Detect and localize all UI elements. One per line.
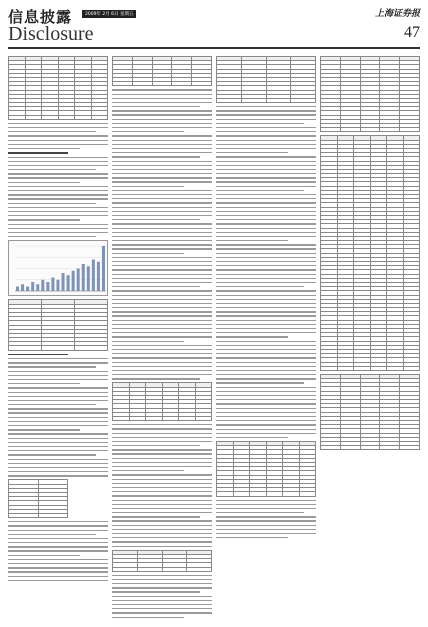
performance-table: [112, 382, 212, 421]
portfolio-table: [320, 56, 420, 132]
bar-chart: [8, 240, 108, 296]
table-row: [113, 82, 212, 86]
text-block: [112, 89, 212, 379]
chart-bar: [56, 280, 59, 291]
ratio-table: [112, 56, 212, 86]
english-title: Disclosure: [8, 23, 94, 45]
balance-table: [216, 56, 316, 103]
chart-bar: [67, 276, 70, 292]
issue-date: 2009年 2月 6日 星期五: [82, 10, 136, 18]
chart-bar: [51, 278, 54, 292]
column-3: [216, 54, 316, 620]
column-4: [320, 54, 420, 620]
table-row: [217, 492, 316, 496]
chart-bar: [87, 267, 90, 292]
text-block: [8, 354, 108, 477]
table-row: [321, 366, 420, 370]
chart-bar: [21, 285, 24, 292]
chart-bar: [82, 264, 85, 291]
chart-bar: [92, 260, 95, 292]
fund-table: [216, 441, 316, 496]
chart-bar: [41, 280, 44, 291]
section-title: 信息披露: [8, 8, 73, 26]
narrow-table: [8, 479, 68, 518]
holdings-detail-table: [320, 135, 420, 371]
paper-name: 上海证券报: [374, 9, 420, 19]
chart-bar: [16, 287, 19, 292]
holdings-table: [8, 56, 108, 120]
text-block: [8, 123, 108, 238]
table-row: [9, 513, 68, 517]
bond-table: [320, 374, 420, 450]
page-body: [8, 54, 420, 620]
column-1: [8, 54, 108, 620]
table-row: [217, 98, 316, 102]
text-block: [216, 500, 316, 539]
text-block: [112, 424, 212, 547]
table-row: [321, 446, 420, 450]
chart-svg: [9, 241, 108, 297]
chart-bar: [62, 273, 65, 291]
summary-table: [112, 550, 212, 572]
text-block: [216, 106, 316, 438]
chart-bar: [26, 287, 29, 292]
text-block: [8, 521, 108, 581]
table-row: [113, 416, 212, 420]
chart-bar: [97, 262, 100, 291]
chart-bar: [72, 271, 75, 291]
table-row: [113, 567, 212, 571]
allocation-table: [8, 299, 108, 350]
column-2: [112, 54, 212, 620]
chart-bar: [102, 246, 105, 291]
table-row: [9, 346, 108, 350]
chart-bar: [36, 285, 39, 292]
table-row: [9, 115, 108, 119]
masthead: [8, 6, 420, 50]
page-number: 47: [404, 24, 420, 41]
chart-bar: [46, 282, 49, 291]
chart-bar: [77, 269, 80, 292]
text-block: [112, 575, 212, 620]
masthead-rule: [8, 47, 420, 49]
chart-bar: [31, 282, 34, 291]
table-row: [321, 128, 420, 132]
